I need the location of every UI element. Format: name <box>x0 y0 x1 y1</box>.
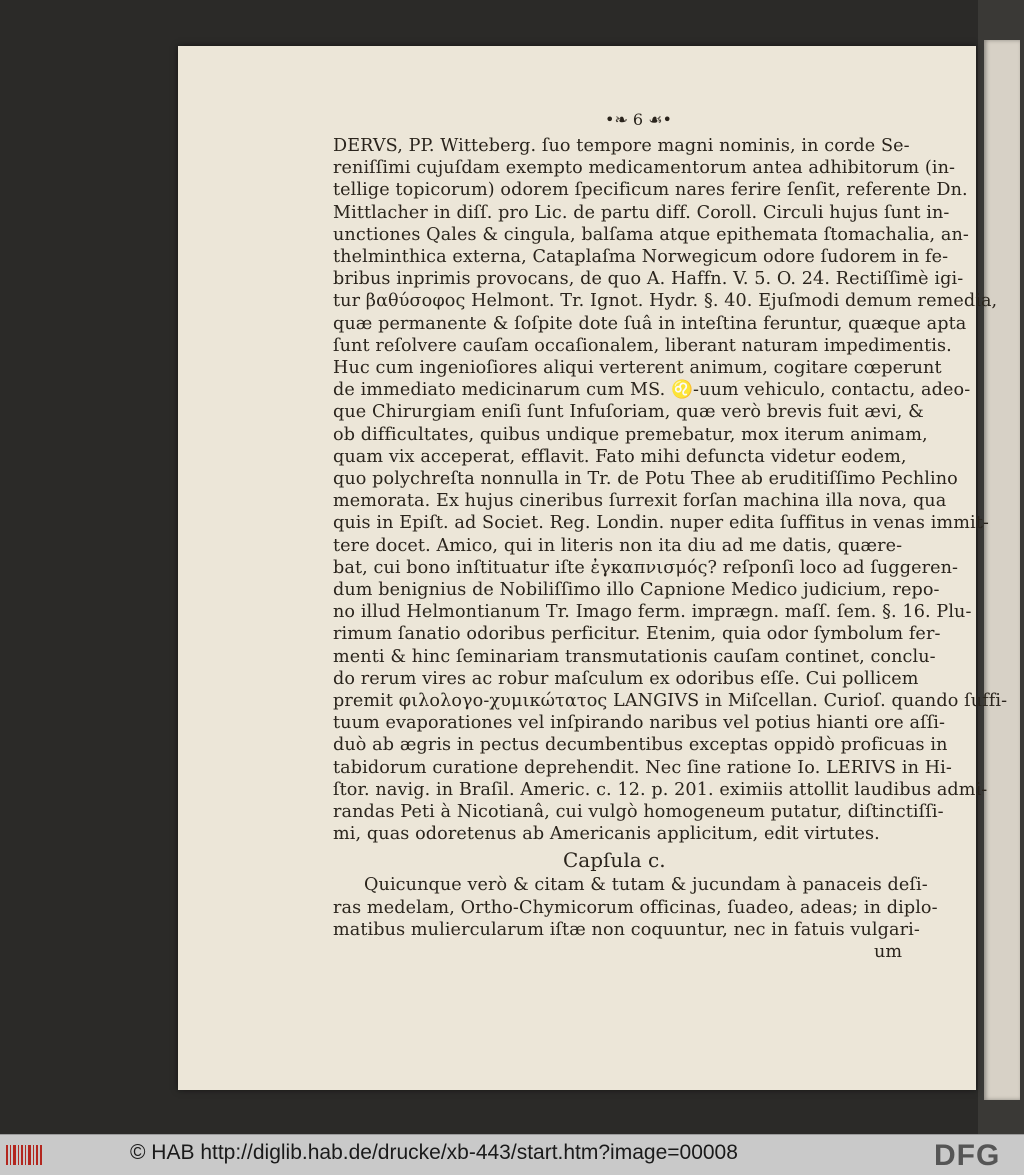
text-line: ſtor. navig. in Braſil. Americ. c. 12. p. 201. eximiis attollit laudibus admi- <box>333 779 988 800</box>
text-line: dum benignius de Nobiliſſimo illo Capnione Medico judicium, repo- <box>333 580 940 600</box>
text-line: quo polychreſta nonnulla in Tr. de Potu Thee ab eruditiſſimo Pechlino <box>333 469 958 489</box>
adjacent-page-edge <box>978 0 1024 1134</box>
text-line: randas Peti à Nicotianâ, cui vulgò homogeneum putatur, diſtinctiſſi- <box>333 802 944 822</box>
text-line: menti & hinc ſeminariam transmutationis cauſam continet, conclu- <box>333 646 936 667</box>
text-line: unctiones Qales & cingula, balſama atque epithemata ſtomachalia, an- <box>333 224 969 245</box>
text-line: bribus inprimis provocans, de quo A. Haffn. V. 5. O. 24. Rectiſſimè igi- <box>333 269 964 290</box>
text-line: tur βαθύσοφος Helmont. Tr. Ignot. Hydr. §. 40. Ejuſmodi demum remedia, <box>333 291 998 312</box>
page-number: •❧ 6 ☙• <box>605 110 672 129</box>
text-line: Huc cum ingenioſiores aliqui verterent animum, cogitare cœperunt <box>333 358 942 378</box>
text-line: duò ab ægris in pectus decumbentibus exceptas oppidò proficuas in <box>333 735 948 756</box>
text-line: quis in Epiſt. ad Societ. Reg. Londin. nuper edita ſuffitus in venas immit- <box>333 513 989 534</box>
text-line: premit φιλολογο-χυμικώτατος LANGIVS in Miſcellan. Curioſ. quando ſuffi- <box>333 691 1008 711</box>
text-line: rimum ſanatio odoribus perficitur. Etenim, quia odor ſymbolum fer- <box>333 624 941 645</box>
text-line: ras medelam, Ortho-Chymicorum officinas, ſuadeo, adeas; in diplo- <box>333 897 938 918</box>
text-line: bat, cui bono inſtituatur iſte ἐγκαπνισμός? reſponſi loco ad ſuggeren- <box>333 557 959 578</box>
copyright-link[interactable]: © HAB http://diglib.hab.de/drucke/xb-443/start.htm?image=00008 <box>130 1141 738 1164</box>
barcode-icon <box>4 1141 44 1169</box>
text-line: thelminthica externa, Cataplaſma Norwegicum odore ſudorem in fe- <box>333 247 949 267</box>
section-heading: Capſula c. <box>563 848 666 873</box>
text-line: Quicunque verò & citam & tutam & jucundam à panaceis deſi- <box>364 875 928 896</box>
text-line: de immediato medicinarum cum MS. ♌-uum vehiculo, contactu, adeo- <box>333 380 971 401</box>
text-line: ſunt reſolvere cauſam occaſionalem, liberant naturam impedimentis. <box>333 335 952 356</box>
text-line: memorata. Ex hujus cineribus ſurrexit forſan machina illa nova, qua <box>333 491 947 512</box>
text-line: tere docet. Amico, qui in literis non ita diu ad me datis, quære- <box>333 535 903 556</box>
text-line: mi, quas odoretenus ab Americanis applicitum, edit virtutes. <box>333 824 880 845</box>
text-line: quæ permanente & ſoſpite dote ſuâ in inteſtina feruntur, quæque apta <box>333 313 967 334</box>
text-line: DERVS, PP. Witteberg. ſuo tempore magni nominis, in corde Se- <box>333 136 910 156</box>
text-line: tellige topicorum) odorem ſpecificum nares ferire ſenſit, referente Dn. <box>333 180 968 201</box>
text-line: tabidorum curatione deprehendit. Nec ſine ratione Io. LERIVS in Hi- <box>333 757 952 778</box>
text-line: matibus muliercularum iſtæ non coquuntur, nec in fatuis vulgari- <box>333 919 920 940</box>
book-page <box>178 46 1008 1090</box>
text-line: do rerum vires ac robur maſculum ex odoribus eſſe. Cui pollicem <box>333 668 919 689</box>
text-line: tuum evaporationes vel inſpirando naribus vel potius hianti ore aſſi- <box>333 713 946 734</box>
text-line: que Chirurgiam eniſi ſunt Infuſoriam, quæ verò brevis fuit ævi, & <box>333 402 924 423</box>
text-line: Mittlacher in diſſ. pro Lic. de partu diff. Coroll. Circuli hujus ſunt in- <box>333 202 950 223</box>
catchword: um <box>874 942 903 962</box>
dfg-logo: DFG <box>934 1139 1001 1172</box>
text-line: reniſſimi cujuſdam exempto medicamentorum antea adhibitorum (in- <box>333 158 956 179</box>
text-line: no illud Helmontianum Tr. Imago ferm. imprægn. maſſ. ſem. §. 16. Plu- <box>333 602 972 623</box>
text-line: ob difficultates, quibus undique premebatur, mox iterum animam, <box>333 424 928 445</box>
text-line: quam vix acceperat, efflavit. Fato mihi defuncta videtur eodem, <box>333 446 907 467</box>
footer-bar <box>0 1134 1024 1175</box>
